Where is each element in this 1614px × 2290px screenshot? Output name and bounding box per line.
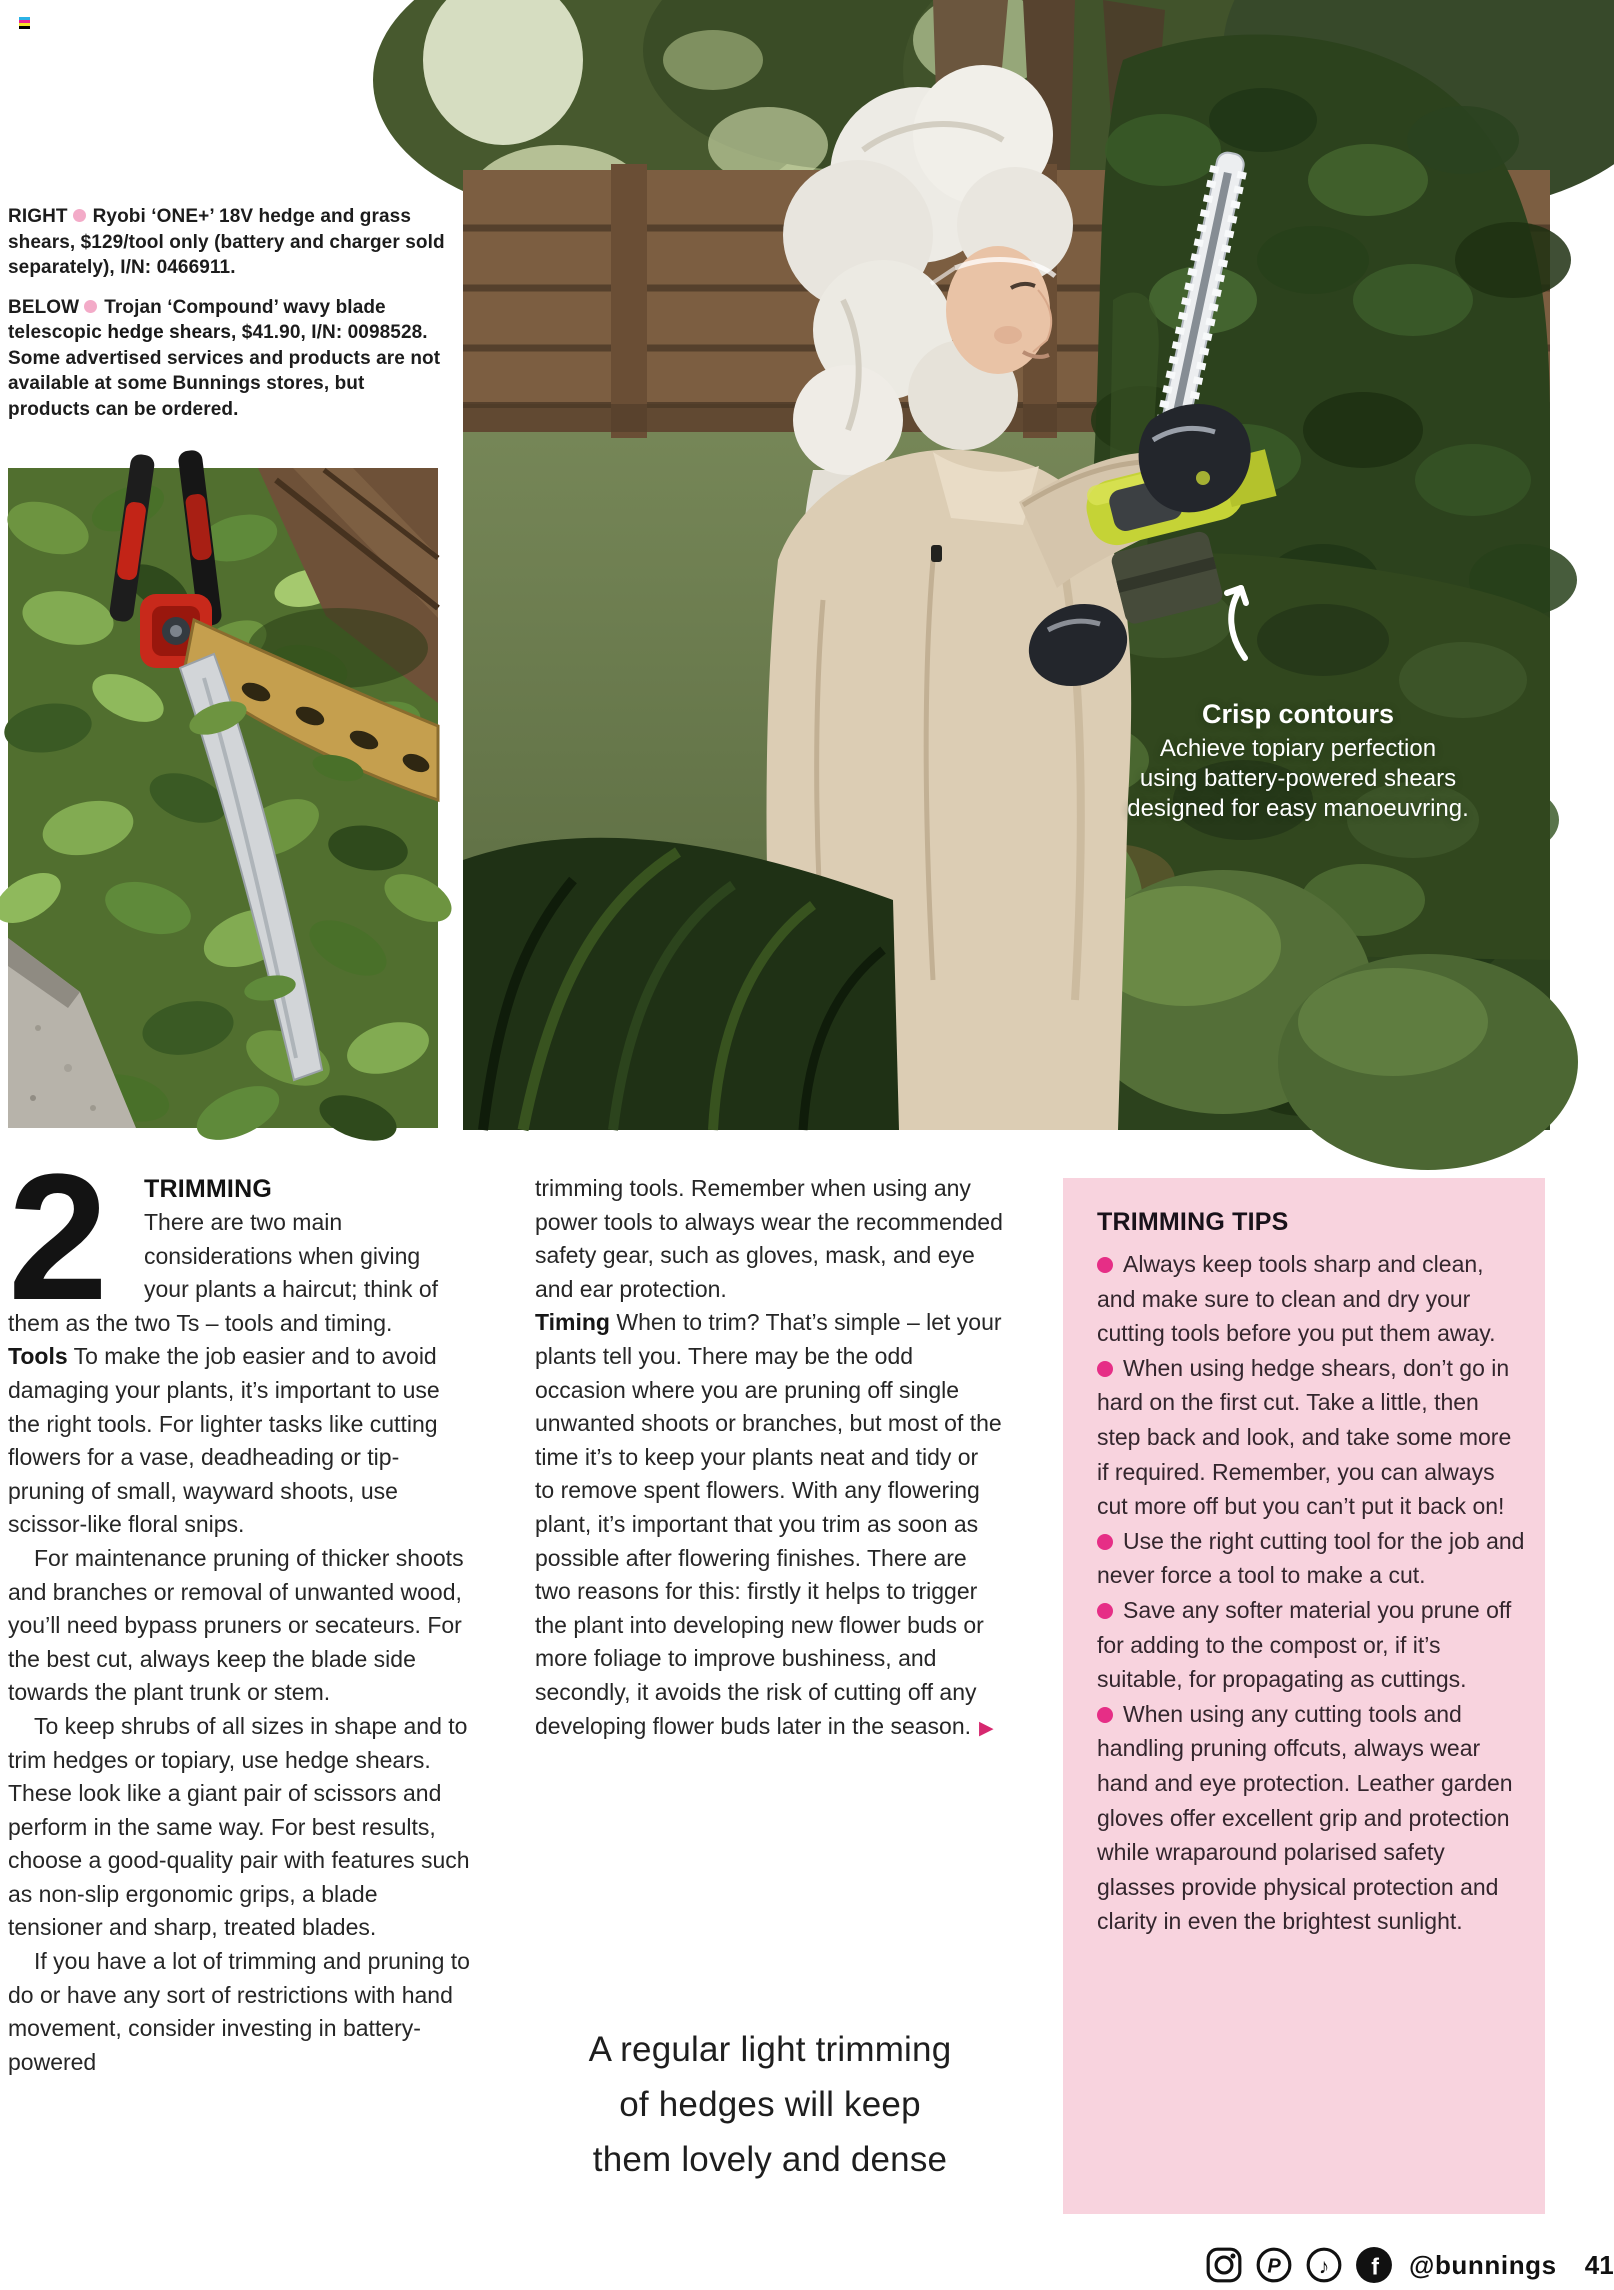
caption-label: RIGHT [8,206,68,227]
social-handle[interactable]: @bunnings [1409,2249,1557,2280]
tip-bullet-icon [1097,1361,1113,1377]
lead-in-bold: Tools [8,1343,68,1370]
page-number: 41 [1584,2249,1614,2280]
tip-item: Always keep tools sharp and clean, and make sure to clean and dry your cutting tools before you put them away. [1097,1251,1496,1347]
hedge-shears-illustration [8,468,438,1128]
caption-text: Trojan ‘Compound’ wavy blade telescopic [8,296,386,343]
caption-dot-icon [84,300,97,313]
caption-text-bold: hedge shears [107,322,232,343]
paragraph: Timing When to trim? That’s simple – let your plants tell you. There may be the odd occasion where you are pruning off single unwanted shoots or branches, but most of the time it’s to keep your plants neat and tidy or to remove spent flowers. With any flowering plant, it’s important that you trim as soon as possible after flowering finishes. There are two reasons for this: firstly it helps to trigger the plant into developing new flower buds or more foliage to improve bushiness, and secondly, it avoids the risk of cutting off any developing flower buds later in the season. ▶ [535,1309,1002,1739]
section-heading: TRIMMING [144,1175,272,1203]
caption-dot-icon [73,209,86,222]
pull-quote [525,2022,1015,2187]
photo-text-overlay [1098,698,1498,824]
continue-arrow-icon: ▶ [979,1717,994,1739]
paragraph: For maintenance pruning of thicker shoots and branches or removal of unwanted wood, you’ll need bypass pruners or secateurs. For the best cut, always keep the blade side towards the plant trunk or stem. [8,1544,464,1706]
garden-scene-illustration [463,0,1550,1130]
photo-captions [8,204,448,436]
facebook-icon[interactable] [1355,2246,1393,2284]
tip-item: Save any softer material you prune off for adding to the compost or, if it’s suitable, for propagating as cuttings. [1097,1596,1512,1693]
article-column-1 [8,1137,470,2079]
svg-text:P: P [1267,2255,1281,2278]
svg-text:♪: ♪ [1318,2255,1330,2279]
caption-label: BELOW [8,296,80,318]
tip-item: When using any cutting tools and handling pruning offcuts, always wear hand and eye protection. Leather garden gloves offer excellent grip and protection while wraparound polarised safety glasses provide physical protection and clarity in even the brightest sunlight. [1097,1700,1513,1935]
tip-bullet-icon [1097,1257,1113,1273]
paragraph: To keep shrubs of all sizes in shape and to trim hedges or topiary, use hedge shears. These look like a giant pair of scissors and perform in the same way. For best results, choose a good-quality pair with features such as non-slip ergonomic grips, a blade tensioner and sharp, treated blades. [8,1712,470,1941]
tip-item: Use the right cutting tool for the job and never force a tool to make a cut. [1097,1527,1525,1589]
flax-plants [463,838,899,1130]
caption-text: Ryobi ‘ONE+’ 18V hedge and grass shears, $129/tool only (battery and charger sold separately), I/N: 0466911. [8,206,445,278]
pinterest-icon[interactable] [1255,2246,1293,2284]
pull-quote-line: them lovely and dense [592,2140,948,2179]
caption-text: , $41.90, I/N: 0098528. Some advertised services and products are not available at some Bunnings stores, but products can be ordered. [8,322,441,420]
article-column-2 [535,1172,1003,1745]
overlay-line: designed for easy manoeuvring. [1127,795,1469,822]
cmyk-registration-mark-icon [19,17,30,29]
paragraph: Tools To make the job easier and to avoid damaging your plants, it’s important to use the right tools. For lighter tasks like cutting flowers for a vase, deadheading or tip-pruning of small, wayward shoots, use scissor-like floral snips. [8,1343,440,1538]
paragraph: There are two main considerations when giving your plants a haircut; think of them as the two Ts – tools and timing. [8,1209,439,1336]
hedge-shears-photo [8,468,438,1128]
page-footer [1205,2246,1614,2284]
overlay-line: Achieve topiary perfection [1159,735,1437,762]
overlay-line: using battery-powered shears [1139,765,1457,792]
overlay-title: Crisp contours [1201,699,1395,729]
paragraph: If you have a lot of trimming and pruning to do or have any sort of restrictions with hand movement, consider investing in battery-powered [8,1948,470,2075]
pull-quote-line: of hedges will keep [619,2085,921,2124]
trimming-tips-box [1063,1178,1545,2214]
tip-item: When using hedge shears, don’t go in hard on the first cut. Take a little, then step back and look, and take some more if required. Remember, you can always cut more off but you can’t put it back on! [1097,1354,1512,1520]
svg-text:f: f [1371,2253,1379,2280]
pull-quote-line: A regular light trimming [588,2030,952,2069]
tiktok-icon[interactable] [1305,2246,1343,2284]
lead-in-bold: Timing [535,1309,610,1336]
tip-bullet-icon [1097,1603,1113,1619]
section-number: 2 [8,1137,105,1338]
caption-right [8,204,448,281]
tip-bullet-icon [1097,1707,1113,1723]
caption-below [8,295,448,423]
tip-bullet-icon [1097,1534,1113,1550]
trimming-photo [463,0,1550,1130]
instagram-icon[interactable] [1205,2246,1243,2284]
tips-heading: TRIMMING TIPS [1097,1208,1289,1236]
paragraph: trimming tools. Remember when using any power tools to always wear the recommended safety gear, such as gloves, mask, and eye and ear protection. [535,1175,1003,1302]
